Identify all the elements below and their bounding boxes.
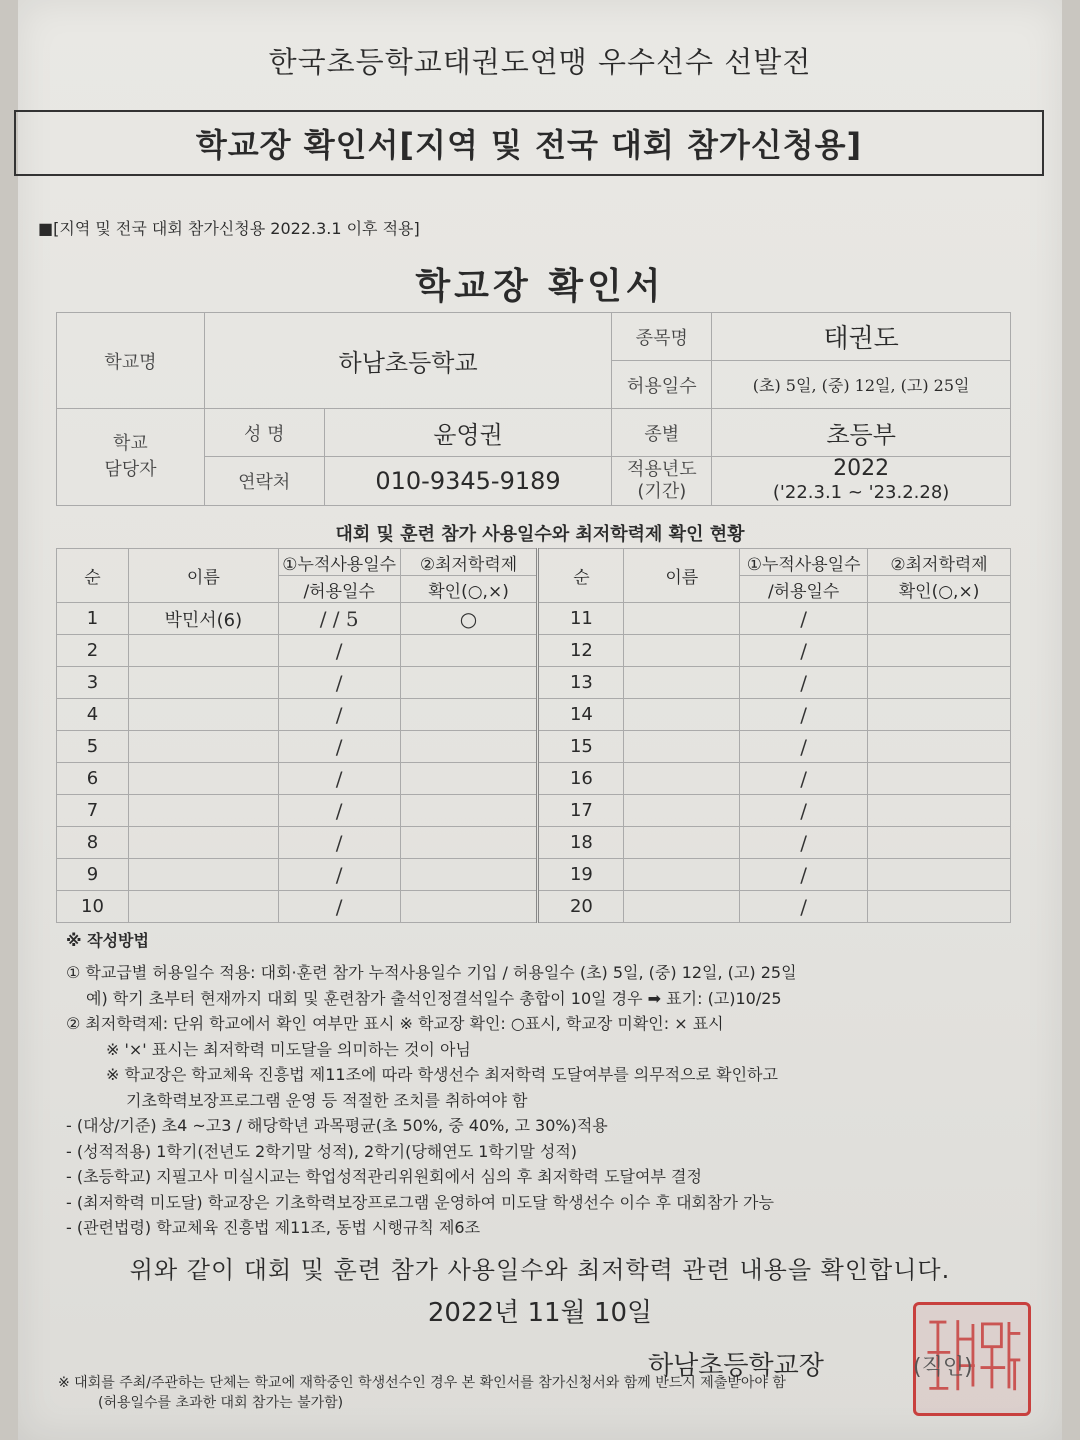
row-no: 6 — [57, 763, 129, 795]
row-check — [400, 635, 538, 667]
school-name-label: 학교명 — [57, 313, 205, 409]
col-header-name: 이름 — [128, 549, 278, 603]
col-header-days-sub-right: /허용일수 — [740, 576, 868, 603]
row-days: / — [278, 827, 400, 859]
organization-header: 한국초등학교태권도연맹 우수선수 선발전 — [268, 45, 812, 79]
row-check-right — [868, 603, 1011, 635]
row-days-right: / — [740, 635, 868, 667]
row-name-right — [624, 763, 740, 795]
method-line: 예) 학기 초부터 현재까지 대회 및 훈련참가 출석인정결석일수 총합이 10일 경우 ➡ 표기: (고)10/25 — [86, 988, 782, 1008]
allowed-days-value: (초) 5일, (중) 12일, (고) 25일 — [712, 361, 1011, 409]
col-header-minimum-right: ②최저학력제 — [868, 549, 1011, 576]
row-name-right — [624, 891, 740, 923]
method-line: - (대상/기준) 초4 ~고3 / 해당학년 과목평균(초 50%, 중 40%, 고 30%)적용 — [66, 1116, 608, 1135]
row-name-right — [624, 731, 740, 763]
phone-label: 연락처 — [204, 457, 324, 506]
row-days: / — [278, 763, 400, 795]
table-row — [57, 827, 1011, 859]
row-name-right — [624, 859, 740, 891]
row-check-right — [868, 667, 1011, 699]
table-row — [57, 635, 1011, 667]
row-name — [128, 827, 278, 859]
row-days: / — [278, 635, 400, 667]
row-check — [400, 731, 538, 763]
row-no: 4 — [57, 699, 129, 731]
row-check: ○ — [400, 603, 538, 635]
row-no-right: 17 — [538, 795, 624, 827]
form-title-box — [14, 110, 1044, 176]
row-name-right — [624, 699, 740, 731]
row-days-right: / — [740, 891, 868, 923]
col-header-no: 순 — [57, 549, 129, 603]
row-check — [400, 891, 538, 923]
col-header-no-right: 순 — [538, 549, 624, 603]
method-line: 기초학력보장프로그램 운영 등 적절한 조치를 취하여야 함 — [126, 1090, 528, 1110]
row-check — [400, 699, 538, 731]
row-no: 5 — [57, 731, 129, 763]
method-line: ※ 학교장은 학교체육 진흥법 제11조에 따라 학생선수 최저학력 도달여부를 의무적으로 확인하고 — [106, 1065, 778, 1084]
row-name — [128, 795, 278, 827]
table-row — [57, 763, 1011, 795]
row-no-right: 12 — [538, 635, 624, 667]
apply-year-label-line1: 적용년도 — [627, 459, 697, 480]
row-days-right: / — [740, 699, 868, 731]
row-name-right — [624, 603, 740, 635]
row-no: 3 — [57, 667, 129, 699]
row-check — [400, 667, 538, 699]
sport-value: 태권도 — [712, 313, 1011, 361]
col-header-days-right: ①누적사용일수 — [740, 549, 868, 576]
phone-value: 010-9345-9189 — [324, 457, 612, 506]
table-row — [57, 795, 1011, 827]
apply-year-cell — [712, 457, 1011, 506]
usage-table-title: 대회 및 훈련 참가 사용일수와 최저학력제 확인 현황 — [335, 524, 745, 545]
method-line: ※ '×' 표시는 최저학력 미도달을 의미하는 것이 아님 — [106, 1039, 471, 1059]
row-name — [128, 699, 278, 731]
row-check — [400, 763, 538, 795]
row-name-right — [624, 667, 740, 699]
row-days: / — [278, 795, 400, 827]
row-no-right: 11 — [538, 603, 624, 635]
issue-date: 2022년 11월 10일 — [427, 1298, 653, 1328]
row-check-right — [868, 859, 1011, 891]
category-label: 종별 — [612, 409, 712, 457]
document-paper — [18, 0, 1062, 1440]
usage-table — [56, 548, 1011, 923]
info-table — [56, 312, 1011, 506]
apply-year-label-line2: (기간) — [637, 481, 687, 502]
col-header-name-right: 이름 — [624, 549, 740, 603]
row-check-right — [868, 827, 1011, 859]
row-name — [128, 859, 278, 891]
apply-year-label — [612, 457, 712, 506]
row-check — [400, 859, 538, 891]
row-name — [128, 891, 278, 923]
table-row — [57, 859, 1011, 891]
row-days: / — [278, 667, 400, 699]
row-name-right — [624, 635, 740, 667]
row-days-right: / — [740, 763, 868, 795]
method-line: ① 학교급별 허용일수 적용: 대회·훈련 참가 누적사용일수 기입 / 허용일수 (초) 5일, (중) 12일, (고) 25일 — [66, 963, 797, 982]
row-name-right — [624, 827, 740, 859]
row-no-right: 19 — [538, 859, 624, 891]
row-no-right: 16 — [538, 763, 624, 795]
row-check-right — [868, 795, 1011, 827]
footnote-2: (허용일수를 초과한 대회 참가는 불가함) — [98, 1395, 344, 1411]
apply-note: ■[지역 및 전국 대회 참가신청용 2022.3.1 이후 적용] — [38, 219, 420, 238]
method-title: ※ 작성방법 — [66, 931, 149, 950]
row-no-right: 15 — [538, 731, 624, 763]
apply-period-value: ('22.3.1 ~ '23.2.28) — [772, 482, 950, 503]
row-no: 1 — [57, 603, 129, 635]
contact-name-value: 윤영권 — [324, 409, 612, 457]
seal-label: (직인) — [913, 1355, 973, 1380]
footnote-1: ※ 대회를 주최/주관하는 단체는 학교에 재학중인 학생선수인 경우 본 확인서를 참가신청서와 함께 반드시 제출받아야 함 — [58, 1375, 786, 1391]
row-days-right: / — [740, 827, 868, 859]
row-check-right — [868, 763, 1011, 795]
table-row — [57, 667, 1011, 699]
method-line: - (관련법령) 학교체육 진흥법 제11조, 동법 시행규칙 제6조 — [66, 1218, 481, 1237]
confirmation-statement: 위와 같이 대회 및 훈련 참가 사용일수와 최저학력 관련 내용을 확인합니다. — [129, 1256, 951, 1284]
row-days-right: / — [740, 603, 868, 635]
row-no-right: 20 — [538, 891, 624, 923]
row-no: 9 — [57, 859, 129, 891]
col-header-days: ①누적사용일수 — [278, 549, 400, 576]
row-check-right — [868, 699, 1011, 731]
method-line: - (초등학교) 지필고사 미실시교는 학업성적관리위원회에서 심의 후 최저학력 도달여부 결정 — [66, 1167, 702, 1186]
row-check — [400, 827, 538, 859]
row-days: / / 5 — [278, 603, 400, 635]
row-days-right: / — [740, 667, 868, 699]
row-no: 8 — [57, 827, 129, 859]
row-days-right: / — [740, 859, 868, 891]
table-row — [57, 731, 1011, 763]
row-check-right — [868, 635, 1011, 667]
row-check-right — [868, 891, 1011, 923]
row-days: / — [278, 731, 400, 763]
row-days-right: / — [740, 731, 868, 763]
category-value: 초등부 — [712, 409, 1011, 457]
form-title: 학교장 확인서[지역 및 전국 대회 참가신청용] — [195, 126, 863, 164]
row-no: 10 — [57, 891, 129, 923]
row-name — [128, 667, 278, 699]
row-check-right — [868, 731, 1011, 763]
col-header-minimum: ②최저학력제 — [400, 549, 538, 576]
document-title: 학교장 확인서 — [415, 266, 665, 307]
sport-label: 종목명 — [612, 313, 712, 361]
method-line: - (최저학력 미도달) 학교장은 기초학력보장프로그램 운영하여 미도달 학생선수 이수 후 대회참가 가능 — [66, 1192, 774, 1212]
row-no-right: 13 — [538, 667, 624, 699]
row-name-right — [624, 795, 740, 827]
row-name — [128, 763, 278, 795]
col-header-days-sub: /허용일수 — [278, 576, 400, 603]
row-days: / — [278, 859, 400, 891]
row-no-right: 14 — [538, 699, 624, 731]
contact-name-label: 성 명 — [204, 409, 324, 457]
row-no: 7 — [57, 795, 129, 827]
table-row — [57, 603, 1011, 635]
apply-year-value: 2022 — [833, 456, 890, 481]
row-name — [128, 731, 278, 763]
row-days: / — [278, 699, 400, 731]
row-name: 박민서(6) — [128, 603, 278, 635]
school-name-value: 하남초등학교 — [204, 313, 612, 409]
row-no-right: 18 — [538, 827, 624, 859]
row-name — [128, 635, 278, 667]
table-row — [57, 699, 1011, 731]
row-days: / — [278, 891, 400, 923]
contact-group-label: 학교 담당자 — [57, 409, 205, 506]
table-row — [57, 891, 1011, 923]
row-check — [400, 795, 538, 827]
method-line: - (성적적용) 1학기(전년도 2학기말 성적), 2학기(당해연도 1학기말 성적) — [66, 1141, 578, 1161]
allowed-days-label: 허용일수 — [612, 361, 712, 409]
col-header-minimum-sub: 확인(○,×) — [400, 576, 538, 603]
row-no: 2 — [57, 635, 129, 667]
col-header-minimum-sub-right: 확인(○,×) — [868, 576, 1011, 603]
row-days-right: / — [740, 795, 868, 827]
method-line: ② 최저학력제: 단위 학교에서 확인 여부만 표시 ※ 학교장 확인: ○표시, 학교장 미확인: × 표시 — [66, 1014, 724, 1033]
principal-title: 하남초등학교장 — [648, 1351, 824, 1381]
